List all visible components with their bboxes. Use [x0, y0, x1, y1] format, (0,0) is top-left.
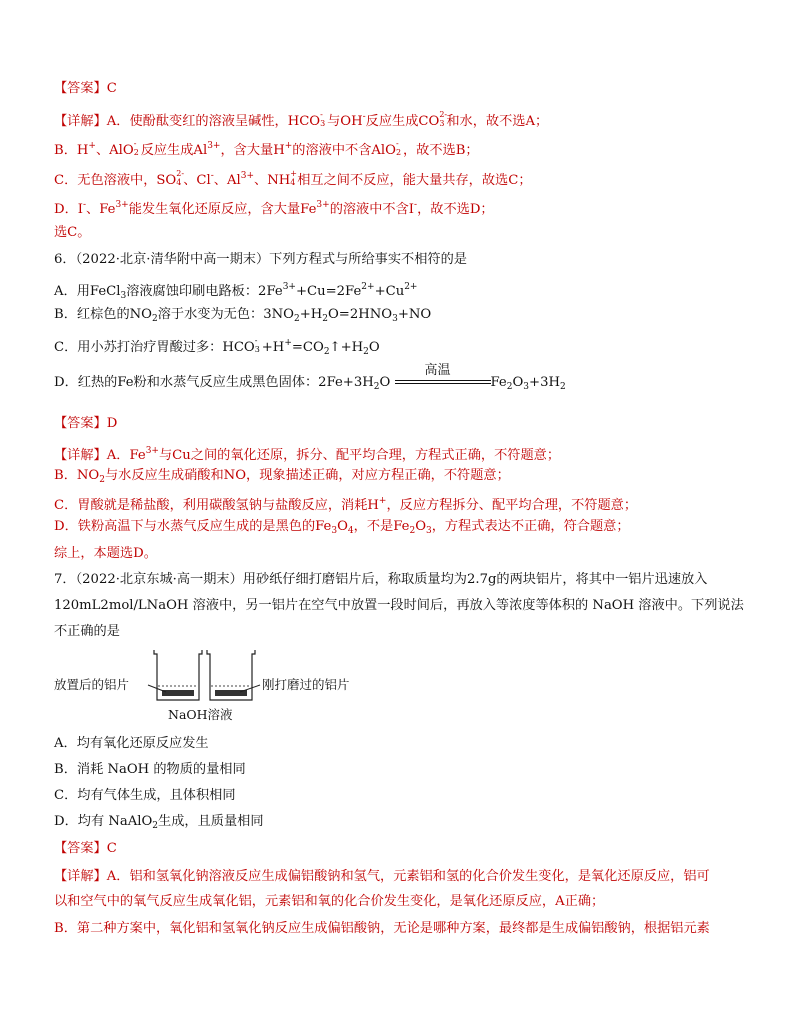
- q6-answer: 【答案】D: [54, 416, 118, 431]
- q7-option-c: C．均有气体生成，且体积相同: [54, 788, 236, 803]
- q6-option-b: B．红棕色的$NO_2$溶于水变为无色：$3NO_2+H_2O=2HNO_3+NO$: [54, 307, 432, 324]
- reaction-condition-arrow: 高温: [395, 372, 491, 390]
- q7-option-b: B．消耗 NaOH 的物质的量相同: [54, 762, 246, 777]
- q7-answer: 【答案】C: [54, 841, 117, 856]
- q7-option-d: D．均有 NaAlO$_2$生成，且质量相同: [54, 814, 264, 831]
- q6-conclusion: 综上，本题选D。: [54, 546, 157, 561]
- q5-detail-d: D．I-、$Fe^{3+}$能发生氧化还原反应，含大量$Fe^{3+}$的溶液中不含I-，故不选D；: [54, 200, 494, 217]
- q5-detail-b: B．H+、AlO - 2 反应生成$Al^{3+}$，含大量H+的溶液中不含AlO - 2 ，故不选B；: [54, 139, 479, 158]
- q5-answer: 【答案】C: [54, 81, 117, 96]
- q7-detail-line-3: B．第二种方案中，氧化铝和氢氧化钠反应生成偏铝酸钠，无论是哪种方案，最终都是生成偏铝酸钠，根据铝元素: [54, 921, 710, 936]
- q6-detail-c: C．胃酸就是稀盐酸，利用碳酸氢钠与盐酸反应，消耗H+，反应方程拆分、配平均合理，不符题意；: [54, 496, 638, 513]
- q6-option-c: C．用小苏打治疗胃酸过多：HCO - 3 $+H^+=CO_2↑+H_2O$: [54, 336, 380, 357]
- q7-stem-line-2: 120mL2mol/LNaOH 溶液中，另一铝片在空气中放置一段时间后，再放入等浓度等体积的 NaOH 溶液中。下列说法: [54, 598, 744, 613]
- fig-left-label: 放置后的铝片: [54, 677, 130, 692]
- q6-detail-a: 【详解】A．$Fe^{3+}$与Cu之间的氧化还原，拆分、配平均合理，方程式正确，不符题意；: [54, 446, 561, 463]
- left-solution: [158, 686, 198, 699]
- q7-stem-line-3: 不正确的是: [54, 624, 120, 639]
- q6-detail-d: D．铁粉高温下与水蒸气反应生成的是黑色的$Fe_3O_4$，不是$Fe_2O_3$，方程式表达不正确，符合题意；: [54, 519, 630, 536]
- q5-conclusion: 选C。: [54, 225, 91, 240]
- q6-stem: 6．（2022·北京·清华附中高一期末）下列方程式与所给事实不相符的是: [54, 252, 467, 267]
- q7-detail-line-1: 【详解】A．铝和氢氧化钠溶液反应生成偏铝酸钠和氢气，元素铝和氢的化合价发生变化，是氧化还原反应，铝可: [54, 869, 710, 884]
- q7-stem-line-1: 7．（2022·北京东城·高一期末）用砂纸仔细打磨铝片后，称取质量均为2.7g的两块铝片，将其中一铝片迅速放入: [54, 572, 708, 587]
- q7-detail-line-2: 以和空气中的氧气反应生成氧化铝，元素铝和氧的化合价发生变化，是氧化还原反应，A正确；: [54, 894, 605, 909]
- q6-option-a: A．用FeCl$_3$溶液腐蚀印刷电路板：$2Fe^{3+}+Cu=2Fe^{2+}+Cu^{2+}$: [54, 282, 418, 301]
- q6-option-d: D．红热的Fe粉和水蒸气反应生成黑色固体：$2Fe+3H_2O$ 高温 $Fe_2O_3+3H_2$: [54, 363, 566, 392]
- beaker-diagram: [54, 648, 374, 724]
- q7-option-a: A．均有氧化还原反应发生: [54, 736, 209, 751]
- q5-detail-c: C．无色溶液中，SO 2- 4 、Cl-、$Al^{3+}$、NH + 4 相互之间不反应，能大量共存，故选C；: [54, 169, 532, 188]
- right-solution: [211, 686, 251, 696]
- fig-right-label: 刚打磨过的铝片: [262, 677, 350, 692]
- fig-bottom-label: NaOH溶液: [168, 707, 233, 722]
- q6-detail-b: B．$NO_2$与水反应生成硝酸和NO，现象描述正确，对应方程正确，不符题意；: [54, 468, 510, 485]
- q5-detail-a: 【详解】A．使酚酞变红的溶液呈碱性，HCO - 3 与OH-反应生成CO 2- 3 和水，故不选A；: [54, 110, 549, 129]
